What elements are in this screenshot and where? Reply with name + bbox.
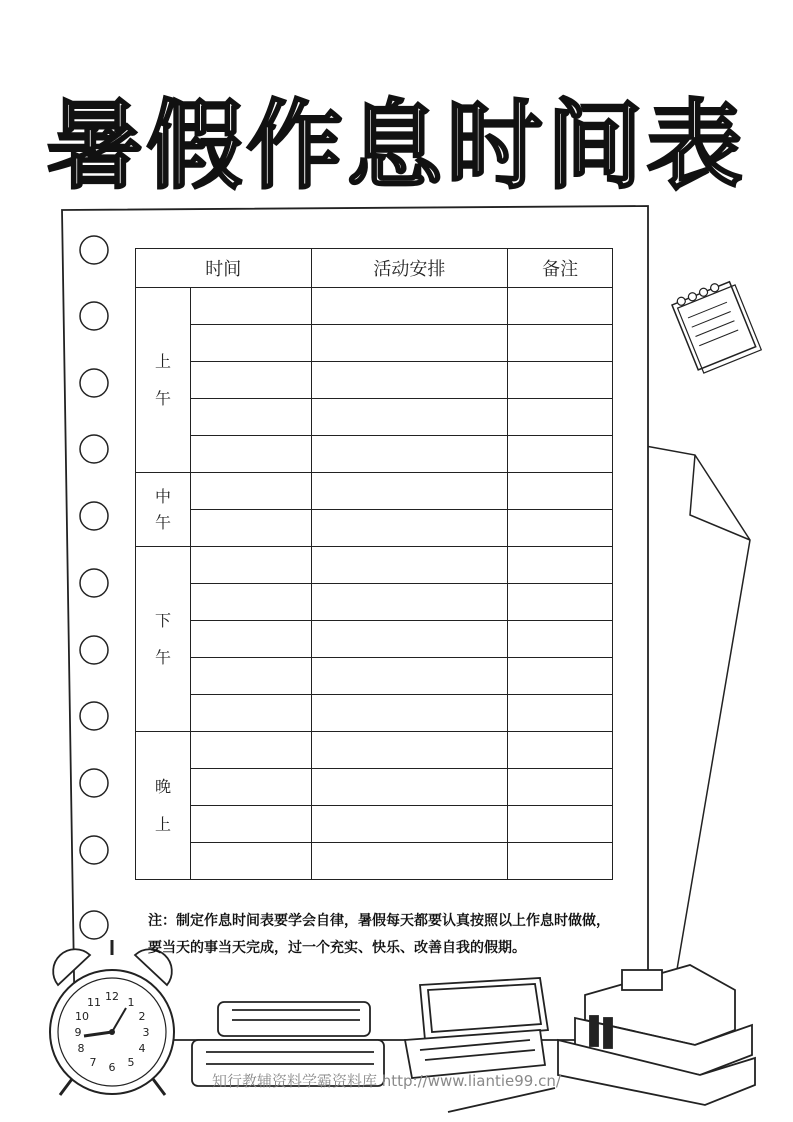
period-char: 上 [154,814,171,834]
time-cell[interactable] [190,621,311,658]
clock-numeral: 8 [77,1042,85,1055]
period-char: 午 [154,512,171,532]
table-row [136,695,613,732]
activity-cell[interactable] [311,325,508,362]
table-row [136,399,613,436]
clock-numeral: 3 [142,1026,150,1039]
clock-numeral: 6 [108,1061,116,1074]
period-evening [136,732,191,880]
activity-cell[interactable] [311,510,508,547]
time-cell[interactable] [190,362,311,399]
clock-numeral: 4 [138,1042,146,1055]
activity-cell[interactable] [311,806,508,843]
time-cell[interactable] [190,732,311,769]
note-cell[interactable] [508,769,613,806]
clock-numeral: 5 [127,1056,135,1069]
clock-numeral: 10 [75,1010,89,1023]
clock-numeral: 1 [127,996,135,1009]
time-cell[interactable] [190,658,311,695]
activity-cell[interactable] [311,362,508,399]
table-header-row [136,249,613,288]
time-cell[interactable] [190,769,311,806]
time-cell[interactable] [190,399,311,436]
note-cell[interactable] [508,547,613,584]
clock-numeral: 9 [74,1026,82,1039]
time-cell[interactable] [190,843,311,880]
time-cell[interactable] [190,436,311,473]
table-row [136,658,613,695]
table-row [136,843,613,880]
clock-numeral: 2 [138,1010,146,1023]
table-row [136,362,613,399]
note-cell[interactable] [508,399,613,436]
period-char: 中 [154,487,171,507]
activity-cell[interactable] [311,547,508,584]
table-row [136,621,613,658]
period-noon [136,473,191,547]
period-char: 晚 [154,777,171,797]
note-cell[interactable] [508,473,613,510]
activity-cell[interactable] [311,473,508,510]
watermark: 知行教辅资料学霸资料库 http://www.liantie99.cn/ [212,1072,561,1090]
schedule-table [135,248,613,880]
activity-cell[interactable] [311,436,508,473]
time-cell[interactable] [190,547,311,584]
header-activity: 活动安排 [311,249,508,288]
period-char: 午 [154,648,171,667]
note-cell[interactable] [508,806,613,843]
activity-cell[interactable] [311,732,508,769]
note-text: 制定作息时间表要学会自律，暑假每天都要认真按照以上作息时做做，要当天的事当天完成，过一个充实、快乐、改善自我的假期。 [148,913,610,956]
pencil-case-icon [405,978,555,1112]
activity-cell[interactable] [311,584,508,621]
table-row [136,325,613,362]
table-row [136,473,613,510]
table-row [136,769,613,806]
clock-numeral: 11 [87,996,101,1009]
time-cell[interactable] [190,325,311,362]
period-afternoon [136,547,191,732]
note-cell[interactable] [508,510,613,547]
period-char: 下 [154,610,171,630]
table-row [136,584,613,621]
note-cell[interactable] [508,584,613,621]
note-cell[interactable] [508,843,613,880]
period-morning [136,288,191,473]
activity-cell[interactable] [311,399,508,436]
note-cell[interactable] [508,436,613,473]
table-row [136,436,613,473]
time-cell[interactable] [190,288,311,325]
table-row [136,510,613,547]
header-time: 时间 [136,249,312,288]
period-char: 上 [154,351,171,371]
note-cell[interactable] [508,732,613,769]
activity-cell[interactable] [311,658,508,695]
activity-cell[interactable] [311,621,508,658]
activity-cell[interactable] [311,695,508,732]
note-cell[interactable] [508,621,613,658]
note-cell[interactable] [508,288,613,325]
time-cell[interactable] [190,473,311,510]
activity-cell[interactable] [311,843,508,880]
header-note: 备注 [508,249,613,288]
table-row [136,806,613,843]
back-paper-sheet [640,445,750,1040]
time-cell[interactable] [190,695,311,732]
note-label: 注： [148,913,176,929]
time-cell[interactable] [190,806,311,843]
time-cell[interactable] [190,510,311,547]
time-cell[interactable] [190,584,311,621]
table-row [136,547,613,584]
clock-numeral: 7 [89,1056,97,1069]
period-char: 午 [154,389,171,408]
clock-numeral: 12 [105,990,119,1003]
table-row [136,732,613,769]
activity-cell[interactable] [311,288,508,325]
activity-cell[interactable] [311,769,508,806]
note-cell[interactable] [508,695,613,732]
note-block [148,908,618,962]
note-cell[interactable] [508,325,613,362]
table-row [136,288,613,325]
note-cell[interactable] [508,362,613,399]
page-title: 暑假作息时间表 [46,90,747,202]
note-cell[interactable] [508,658,613,695]
notepad-icon [671,277,762,375]
